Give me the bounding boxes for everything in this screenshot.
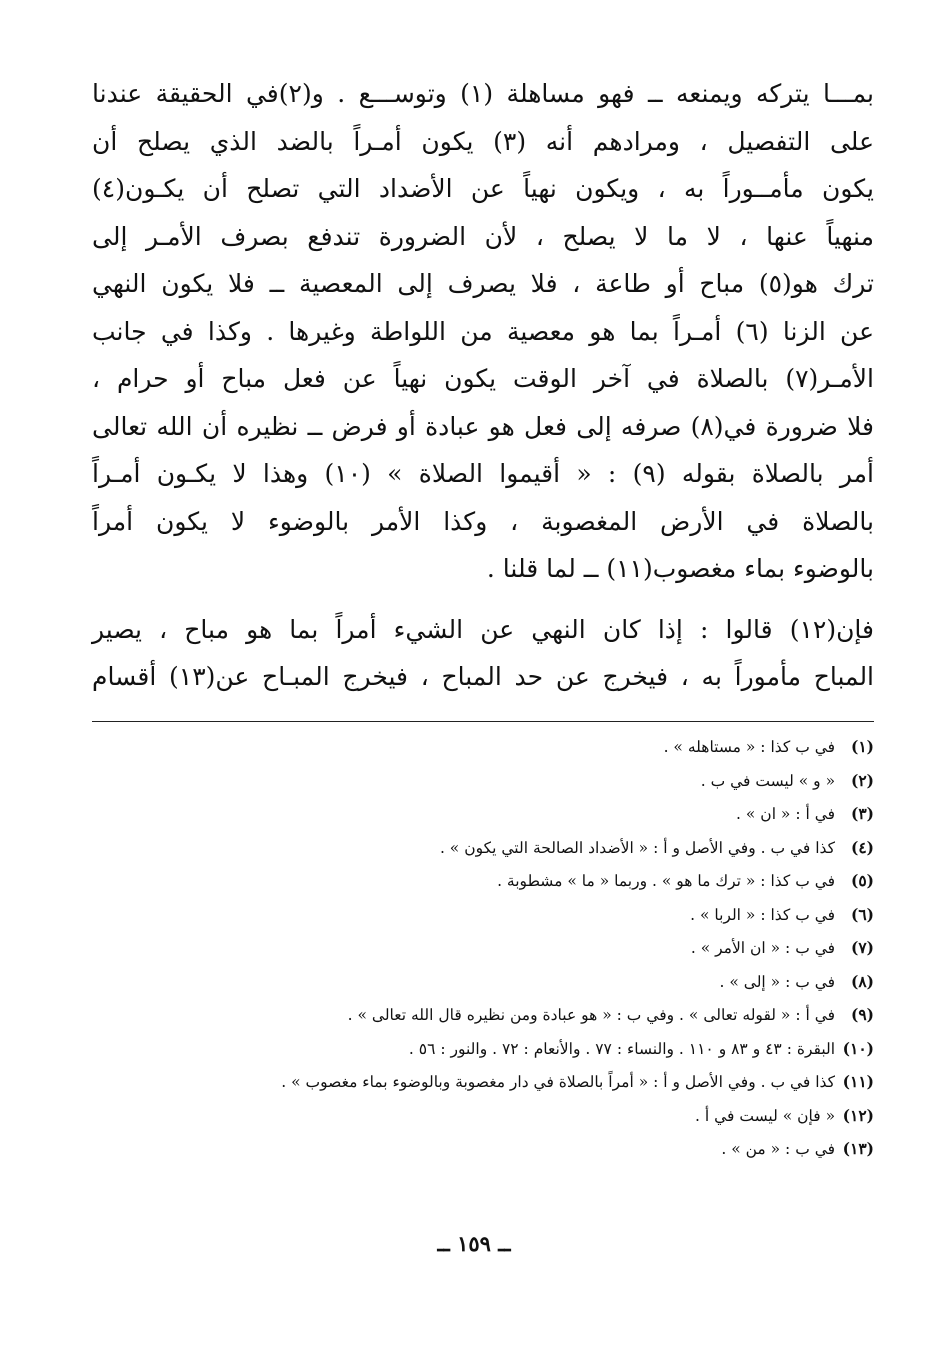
footnote-text: كذا في ب . وفي الأصل و أ : « الأضداد الصالحة التي يكون » . (439, 838, 836, 857)
footnote-item (92, 1032, 874, 1066)
footnote-number: (١١) (842, 1072, 874, 1091)
footnotes (92, 730, 874, 1166)
footnote-text: في ب كذا : « ترك ما هو » . وربما « ما » مشطوبة . (497, 872, 836, 890)
text-line: فإن(١٢) قالوا : إذا كان النهي عن الشيء أمراً بما هو مباح ، يصير (92, 614, 874, 644)
text-line: بمـــا يتركه ويمنعه ــ فهو مساهلة (١) وتوســـع . و(٢)في الحقيقة عندنا (92, 79, 874, 108)
main-text (92, 70, 874, 701)
text-line: منهياً عنها ، لا ما لا يصلح ، لأن الضرورة تندفع بصرف الأمـر إلى (92, 221, 874, 251)
footnote-item (92, 864, 874, 898)
footnote-number: (٨) (850, 971, 874, 991)
footnote-text: في ب : « ان الأمر » . (690, 939, 836, 957)
footnote-number: (١) (850, 737, 874, 756)
footnote-item (92, 1132, 874, 1166)
footnote-item (92, 931, 874, 965)
footnote-item (92, 1099, 874, 1133)
footnote-text: في ب كذا : « الربا » . (690, 905, 836, 924)
footnote-number: (٦) (850, 904, 874, 924)
text-line: فلا ضرورة في(٨) صرفه إلى فعل هو عبادة أو فرض ــ نظيره أن الله تعالى (92, 411, 875, 441)
footnote-text: البقرة : ٤٣ و ٨٣ و ١١٠ . والنساء : ٧٧ . والأنعام : ٧٢ . والنور : ٥٦ . (408, 1039, 836, 1058)
footnote-item (92, 730, 874, 764)
footnote-item (92, 764, 874, 798)
footnote-text: في أ : « لقوله تعالى » . وفي ب : « هو عبادة ومن نظيره قال الله تعالى » . (347, 1006, 836, 1024)
footnote-number: (٥) (850, 871, 874, 890)
text-line: المباح مأموراً به ، فيخرج عن حد المباح ، فيخرج المبـاح عن(١٣) أقسام (92, 662, 875, 691)
footnote-item (92, 797, 874, 831)
footnote-number: (٩) (850, 1005, 874, 1024)
footnote-separator (92, 721, 874, 722)
text-line: أمر بالصلاة بقوله (٩) : « أقيموا الصلاة » (١٠) وهذا لا يكـون أمـراً (92, 459, 875, 488)
text-line: الأمـر(٧) بالصلاة في آخر الوقت يكون نهياً عن فعل مباح أو حرام ، (92, 364, 874, 393)
footnote-number: (٤) (850, 837, 874, 857)
footnote-item (92, 831, 874, 865)
text-line: بالصلاة في الأرض المغصوبة ، وكذا الأمر بالوضوء لا يكون أمراً (92, 506, 874, 536)
footnote-text: « و » ليست في ب . (700, 771, 836, 790)
footnote-number: (١٠) (842, 1038, 874, 1058)
text-line: عن الزنا (٦) أمـراً بما هو معصية من اللواطة وغيرها . وكذا في جانب (92, 316, 874, 346)
text-line: يكون مأمــوراً به ، ويكون نهياً عن الأضداد التي تصلح أن يكـون(٤) (92, 174, 874, 203)
text-line: ترك هو(٥) مباح أو طاعة ، فلا يصرف إلى المعصية ــ فلا يكون النهي (92, 269, 874, 298)
footnote-text: في أ : « ان » . (736, 805, 836, 823)
footnote-item (92, 898, 874, 932)
text-line: بالوضوء بماء مغصوب(١١) ــ لما قلنا . (486, 554, 874, 583)
footnote-item (92, 1065, 874, 1099)
footnote-text: في ب : « من » . (721, 1140, 836, 1158)
footnote-number: (٢) (850, 770, 874, 790)
footnote-item (92, 998, 874, 1032)
page-number: ــ ١٥٩ ــ (437, 1231, 511, 1256)
text-line: على التفصيل ، ومرادهم أنه (٣) يكون أمـراً بالضد الذي يصلح أن (92, 126, 874, 156)
footnote-number: (١٢) (842, 1105, 874, 1125)
footnote-text: في ب : « إلى » . (719, 972, 836, 991)
paragraph-gap (92, 593, 874, 606)
footnote-text: « فإن » ليست في أ . (695, 1106, 836, 1125)
footnote-text: كذا في ب . وفي الأصل و أ : « أمراً بالصلاة في دار مغصوبة وبالوضوء بماء مغصوب » . (281, 1073, 836, 1091)
footnote-number: (١٣) (842, 1139, 874, 1158)
footnote-item (92, 965, 874, 999)
footnote-text: في ب كذا : « مستاهله » . (663, 738, 836, 756)
footnote-number: (٧) (850, 938, 874, 957)
footnote-number: (٣) (850, 804, 874, 823)
